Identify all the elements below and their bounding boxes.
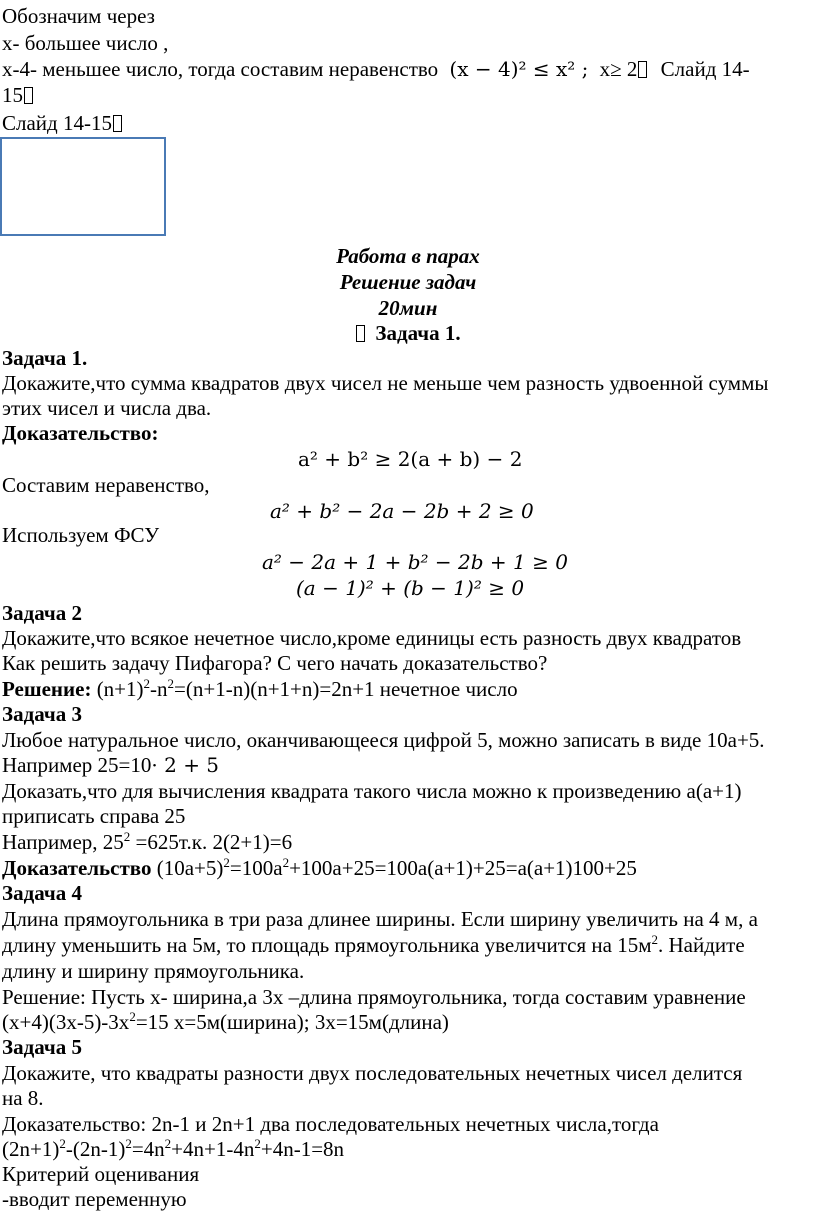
- task-1-text-1: Докажите,что сумма квадратов двух чисел не меньше чем разность удвоенной суммы: [2, 371, 769, 395]
- task-2-solution-part: (n+1): [91, 677, 144, 701]
- heading-solve-tasks: Решение задач: [339, 270, 477, 294]
- task-2-solution-label: Решение:: [2, 677, 92, 701]
- task-3-proof-part: (10а+5): [151, 856, 224, 880]
- task-5-equation-part: -(2n-1): [65, 1137, 126, 1161]
- task-5-equation-part: +4n-1=8n: [260, 1137, 345, 1161]
- missing-glyph-icon: [113, 115, 122, 132]
- task-4-text-2-end: . Найдите: [658, 933, 745, 957]
- criteria-item-1: -вводит переменную: [2, 1187, 187, 1211]
- task-5-title: Задача 5: [2, 1035, 82, 1059]
- superscript: 2: [651, 932, 659, 947]
- superscript: 2: [164, 1136, 172, 1151]
- intro-line-4: [2, 82, 33, 108]
- missing-glyph-icon: [638, 61, 647, 78]
- task-4-equation-part: =15 х=5м(ширина); 3х=15м(длина): [135, 1010, 449, 1034]
- task-3-text-1: Любое натуральное число, оканчивающееся цифрой 5, можно записать в виде 10а+5.: [2, 728, 765, 752]
- task-1-formula-1: a² + b² ≥ 2(a + b) − 2: [298, 447, 523, 471]
- task-3-proof-part: =100а: [229, 856, 283, 880]
- task-1-proof-label: Доказательство:: [2, 421, 159, 445]
- task-3-example-1-text: Например 25=10: [2, 753, 152, 777]
- task-1-formula-4: (a − 1)² + (b − 1)² ≥ 0: [296, 576, 525, 600]
- task-3-example-2-part: =625т.к. 2(2+1)=6: [130, 830, 293, 854]
- task-5-text-2: на 8.: [2, 1086, 44, 1110]
- task-1-compose: Составим неравенство,: [2, 473, 210, 497]
- task-5-text-3: Доказательство: 2n-1 и 2n+1 два последовательных нечетных числа,тогда: [2, 1112, 659, 1136]
- superscript: 2: [129, 1009, 136, 1024]
- task-5-text-1: Докажите, что квадраты разности двух последовательных нечетных чисел делится: [2, 1061, 743, 1085]
- intro-inequality: (x − 4)² ≤ x² ;: [449, 57, 589, 81]
- intro-line-1: Обозначим через: [2, 4, 155, 28]
- task-2-solution-part: -n: [150, 677, 168, 701]
- task-1-title: Задача 1.: [2, 346, 88, 370]
- intro-line-3: [2, 56, 750, 82]
- task-1-formula-2: a² + b² − 2a − 2b + 2 ≥ 0: [270, 499, 534, 523]
- task-3-title: Задача 3: [2, 702, 82, 726]
- heading-task-1: [0, 320, 816, 346]
- superscript: 2: [282, 855, 290, 870]
- task-3-example-2: [2, 829, 292, 855]
- intro-condition: x≥ 2: [599, 57, 638, 81]
- task-2-solution-part: =(n+1-n)(n+1+n)=2n+1 нечетное число: [174, 677, 518, 701]
- task-3-example-1: [2, 752, 219, 778]
- task-3-example-2-part: Например, 25: [2, 830, 124, 854]
- superscript: 2: [223, 855, 230, 870]
- task-4-text-2: [2, 932, 745, 958]
- task-4-text-1: Длина прямоугольника в три раза длинее ширины. Если ширину увеличить на 4 м, а: [2, 907, 758, 931]
- missing-glyph-icon: [24, 87, 33, 104]
- task-2-text-2: Как решить задачу Пифагора? С чего начать доказательство?: [2, 651, 548, 675]
- task-3-proof-label: Доказательство: [2, 856, 152, 880]
- heading-duration: 20мин: [378, 296, 438, 320]
- superscript: 2: [143, 676, 151, 691]
- task-5-equation-part: +4n+1-4n: [171, 1137, 255, 1161]
- intro-line-3-text: х-4- меньшее число, тогда составим неравенство: [2, 57, 439, 81]
- task-3-text-2: Доказать,что для вычисления квадрата такого числа можно к произведению а(а+1): [2, 779, 742, 803]
- superscript: 2: [254, 1136, 261, 1151]
- task-5-equation-part: (2n+1): [2, 1137, 60, 1161]
- task-4-equation-part: (х+4)(3х-5)-3х: [2, 1010, 130, 1034]
- superscript: 2: [125, 1136, 132, 1151]
- task-2-title: Задача 2: [2, 601, 82, 625]
- task-2-text-1: Докажите,что всякое нечетное число,кроме единицы есть разность двух квадратов: [2, 626, 742, 650]
- task-5-equation: [2, 1136, 344, 1162]
- missing-glyph-icon: [356, 325, 365, 342]
- intro-line-4-text: 15: [2, 83, 23, 107]
- criteria-title: Критерий оценивания: [2, 1162, 200, 1186]
- task-4-text-3: длину и ширину прямоугольника.: [2, 959, 305, 983]
- heading-task-1-text: Задача 1.: [375, 321, 461, 345]
- intro-line-2: х- большее число ,: [2, 31, 169, 55]
- task-4-text-2-part: длину уменьшить на 5м, то площадь прямоугольника увеличится на 15м: [2, 933, 652, 957]
- task-3-proof: [2, 855, 637, 881]
- task-1-text-2: этих чисел и числа два.: [2, 396, 212, 420]
- task-3-text-3: приписать справа 25: [2, 804, 186, 828]
- task-4-title: Задача 4: [2, 881, 82, 905]
- task-1-formula-3: a² − 2a + 1 + b² − 2b + 1 ≥ 0: [262, 550, 568, 574]
- task-4-equation: [2, 1009, 449, 1035]
- superscript: 2: [59, 1136, 66, 1151]
- slide-placeholder-box: [0, 137, 166, 236]
- slide-reference: [2, 110, 122, 136]
- intro-slide-ref: Слайд 14-: [660, 57, 750, 81]
- task-3-example-1-math: · 2 + 5: [151, 753, 220, 777]
- superscript: 2: [167, 676, 175, 691]
- task-2-solution: [2, 676, 518, 702]
- task-1-use-fsu: Используем ФСУ: [2, 523, 160, 547]
- task-4-text-4: Решение: Пусть х- ширина,а 3х –длина прямоугольника, тогда составим уравнение: [2, 985, 746, 1009]
- superscript: 2: [123, 829, 131, 844]
- slide-reference-text: Слайд 14-15: [2, 111, 112, 135]
- task-5-equation-part: =4n: [131, 1137, 165, 1161]
- task-3-proof-part: +100а+25=100а(а+1)+25=а(а+1)100+25: [289, 856, 637, 880]
- heading-pair-work: Работа в парах: [336, 244, 480, 268]
